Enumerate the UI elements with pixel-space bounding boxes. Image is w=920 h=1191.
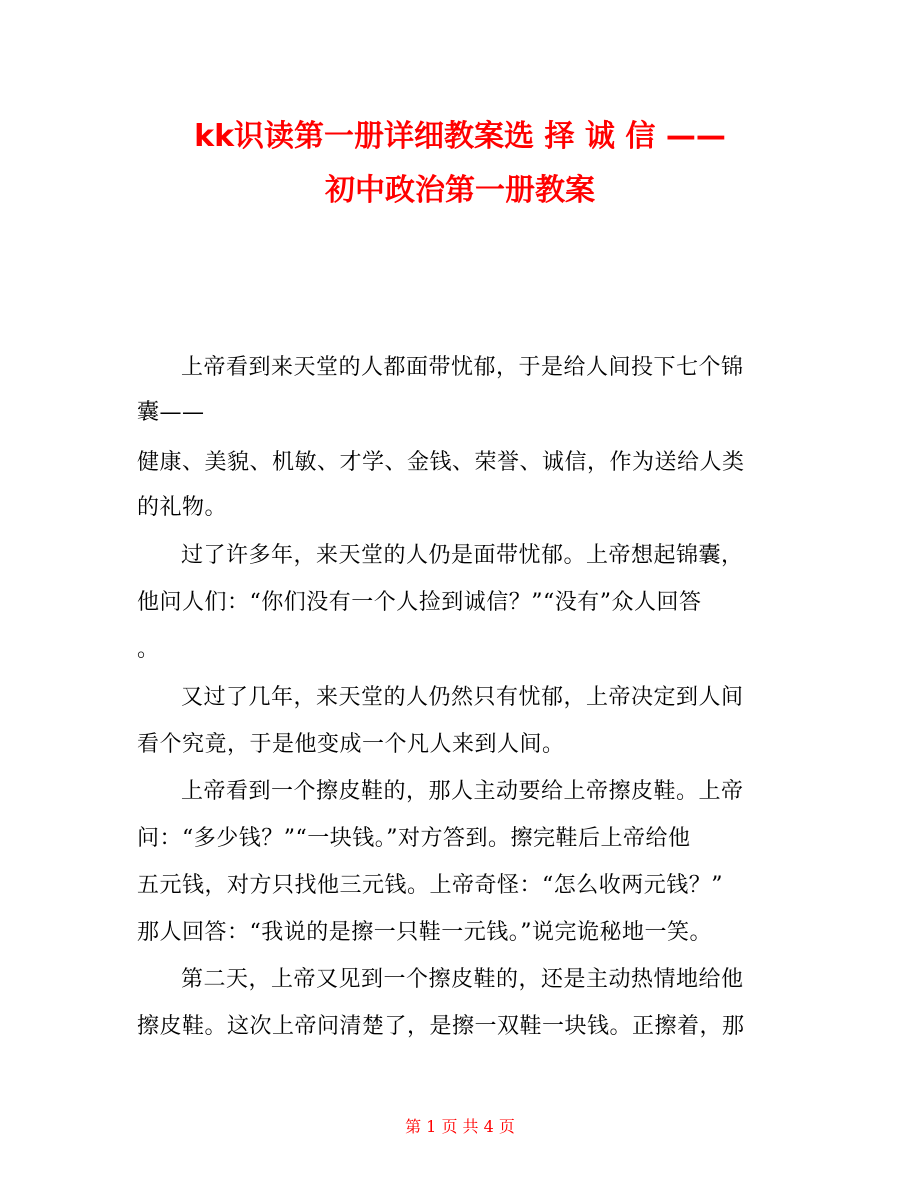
body-line: 。: [137, 637, 160, 662]
body-line: 过了许多年，来天堂的人仍是面带忧郁。上帝想起锦囊，: [181, 543, 744, 568]
body-line: 擦皮鞋。这次上帝问清楚了，是擦一双鞋一块钱。正擦着，那: [137, 1014, 745, 1039]
body-line: 健康、美貌、机敏、才学、金钱、荣誉、诚信，作为送给人类: [137, 450, 745, 475]
document-title-line-2: 初中政治第一册教案: [325, 173, 595, 208]
document-title-line-1: kk识读第一册详细教案选 择 诚 信 ——: [194, 119, 726, 154]
body-line: 看个究竟，于是他变成一个凡人来到人间。: [137, 732, 565, 757]
body-line: 第二天，上帝又见到一个擦皮鞋的，还是主动热情地给他: [181, 967, 744, 992]
body-line: 上帝看到一个擦皮鞋的，那人主动要给上帝擦皮鞋。上帝: [181, 779, 744, 804]
body-line: 他问人们：“你们没有一个人捡到诚信？”“没有”众人回答: [137, 590, 702, 615]
page-footer: 第 1 页 共 4 页: [405, 1117, 515, 1136]
body-line: 囊——: [137, 400, 205, 425]
body-line: 又过了几年，来天堂的人仍然只有忧郁，上帝决定到人间: [181, 685, 744, 710]
body-line: 那人回答：“我说的是擦一只鞋一元钱。”说完诡秘地一笑。: [137, 920, 712, 945]
body-line: 问：“多少钱？”“一块钱。”对方答到。擦完鞋后上帝给他: [137, 826, 691, 851]
body-line: 五元钱，对方只找他三元钱。上帝奇怪：“怎么收两元钱？”: [137, 873, 723, 898]
body-line: 上帝看到来天堂的人都面带忧郁，于是给人间投下七个锦: [181, 355, 744, 380]
body-line: 的礼物。: [137, 495, 228, 520]
